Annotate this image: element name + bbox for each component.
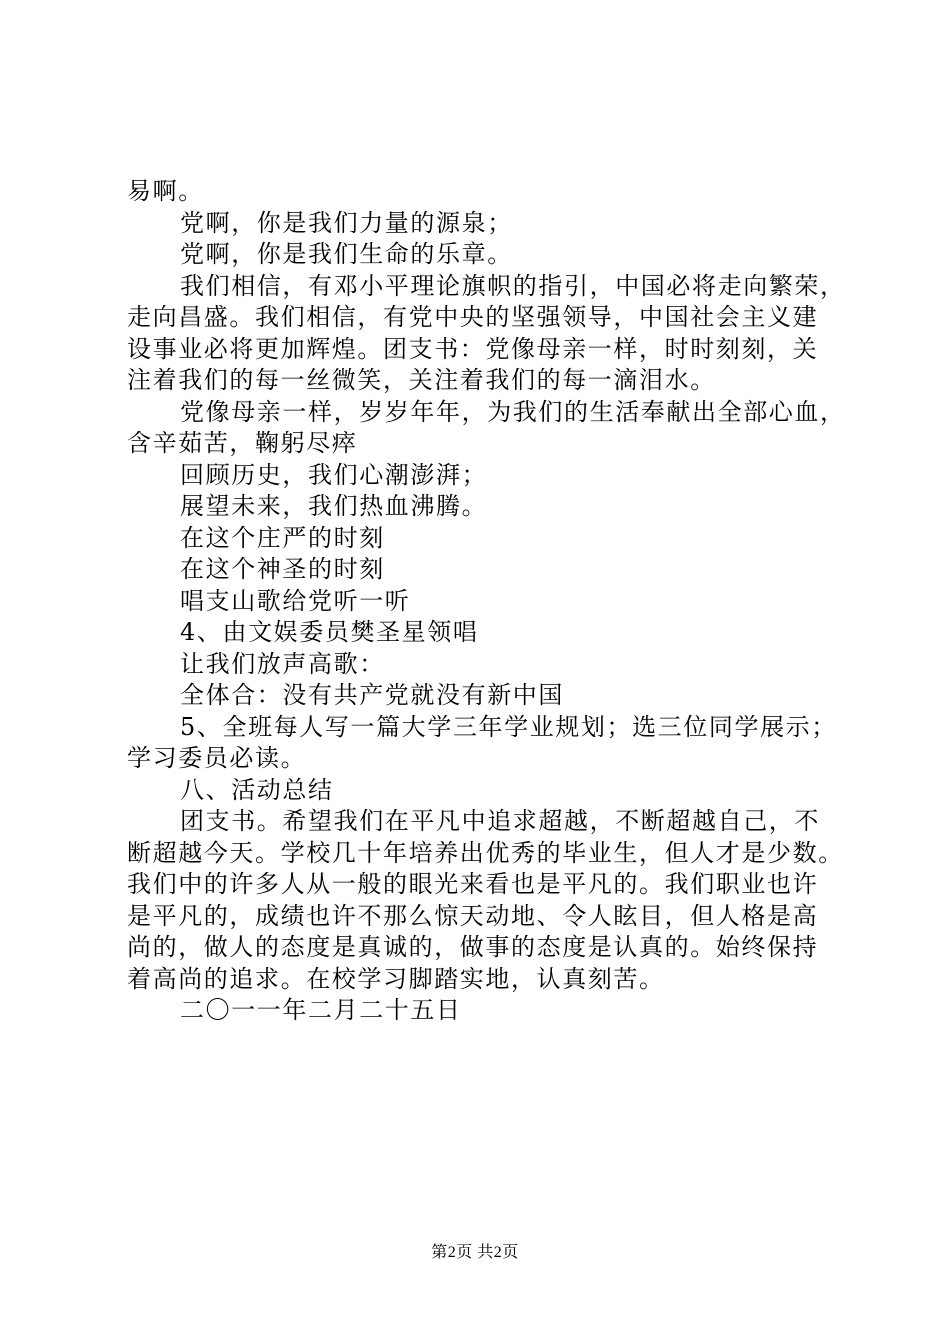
text-line: 党啊，你是我们力量的源泉；	[180, 208, 513, 237]
text-line: 让我们放声高歌：	[180, 649, 385, 678]
text-line: 4、由文娱委员樊圣星领唱	[180, 618, 479, 646]
text-line: 尚的，做人的态度是真诚的，做事的态度是认真的。始终保持	[127, 933, 819, 961]
text-line: 八、活动总结	[180, 775, 334, 804]
text-line: 党啊，你是我们生命的乐章。	[180, 240, 513, 268]
text-line: 在这个庄严的时刻	[180, 523, 385, 552]
page-footer: 第2页 共2页	[431, 1244, 519, 1261]
text-line: 走向昌盛。我们相信，有党中央的坚强领导，中国社会主义建	[127, 303, 819, 331]
text-line: 含辛茹苦，鞠躬尽瘁	[127, 429, 358, 457]
document-body	[127, 176, 846, 1027]
text-line: 易啊。	[127, 177, 204, 205]
text-line: 着高尚的追求。在校学习脚踏实地，认真刻苦。	[127, 964, 665, 993]
text-line: 断超越今天。学校几十年培养出优秀的毕业生，但人才是少数。	[127, 838, 844, 867]
text-line: 我们相信，有邓小平理论旗帜的指引，中国必将走向繁荣，	[180, 271, 846, 300]
text-line: 在这个神圣的时刻	[180, 555, 385, 583]
text-line: 党像母亲一样，岁岁年年，为我们的生活奉献出全部心血，	[180, 397, 846, 426]
text-line: 学习委员必读。	[127, 744, 307, 772]
text-line: 二〇一一年二月二十五日	[180, 996, 462, 1024]
text-line: 5、全班每人写一篇大学三年学业规划；选三位同学展示；	[180, 712, 837, 741]
text-line: 是平凡的，成绩也许不那么惊天动地、令人眩目，但人格是高	[127, 901, 819, 930]
text-line: 团支书。希望我们在平凡中追求超越，不断超越自己，不	[180, 807, 820, 835]
text-line: 展望未来，我们热血沸腾。	[180, 492, 488, 520]
text-line: 我们中的许多人从一般的眼光来看也是平凡的。我们职业也许	[127, 870, 819, 898]
text-line: 唱支山歌给党听一听	[180, 586, 411, 615]
text-line: 全体合：没有共产党就没有新中国	[180, 681, 564, 709]
text-line: 注着我们的每一丝微笑，关注着我们的每一滴泪水。	[127, 366, 716, 394]
text-line: 设事业必将更加辉煌。团支书：党像母亲一样，时时刻刻，关	[127, 334, 819, 363]
text-line: 回顾历史，我们心潮澎湃；	[180, 460, 488, 489]
